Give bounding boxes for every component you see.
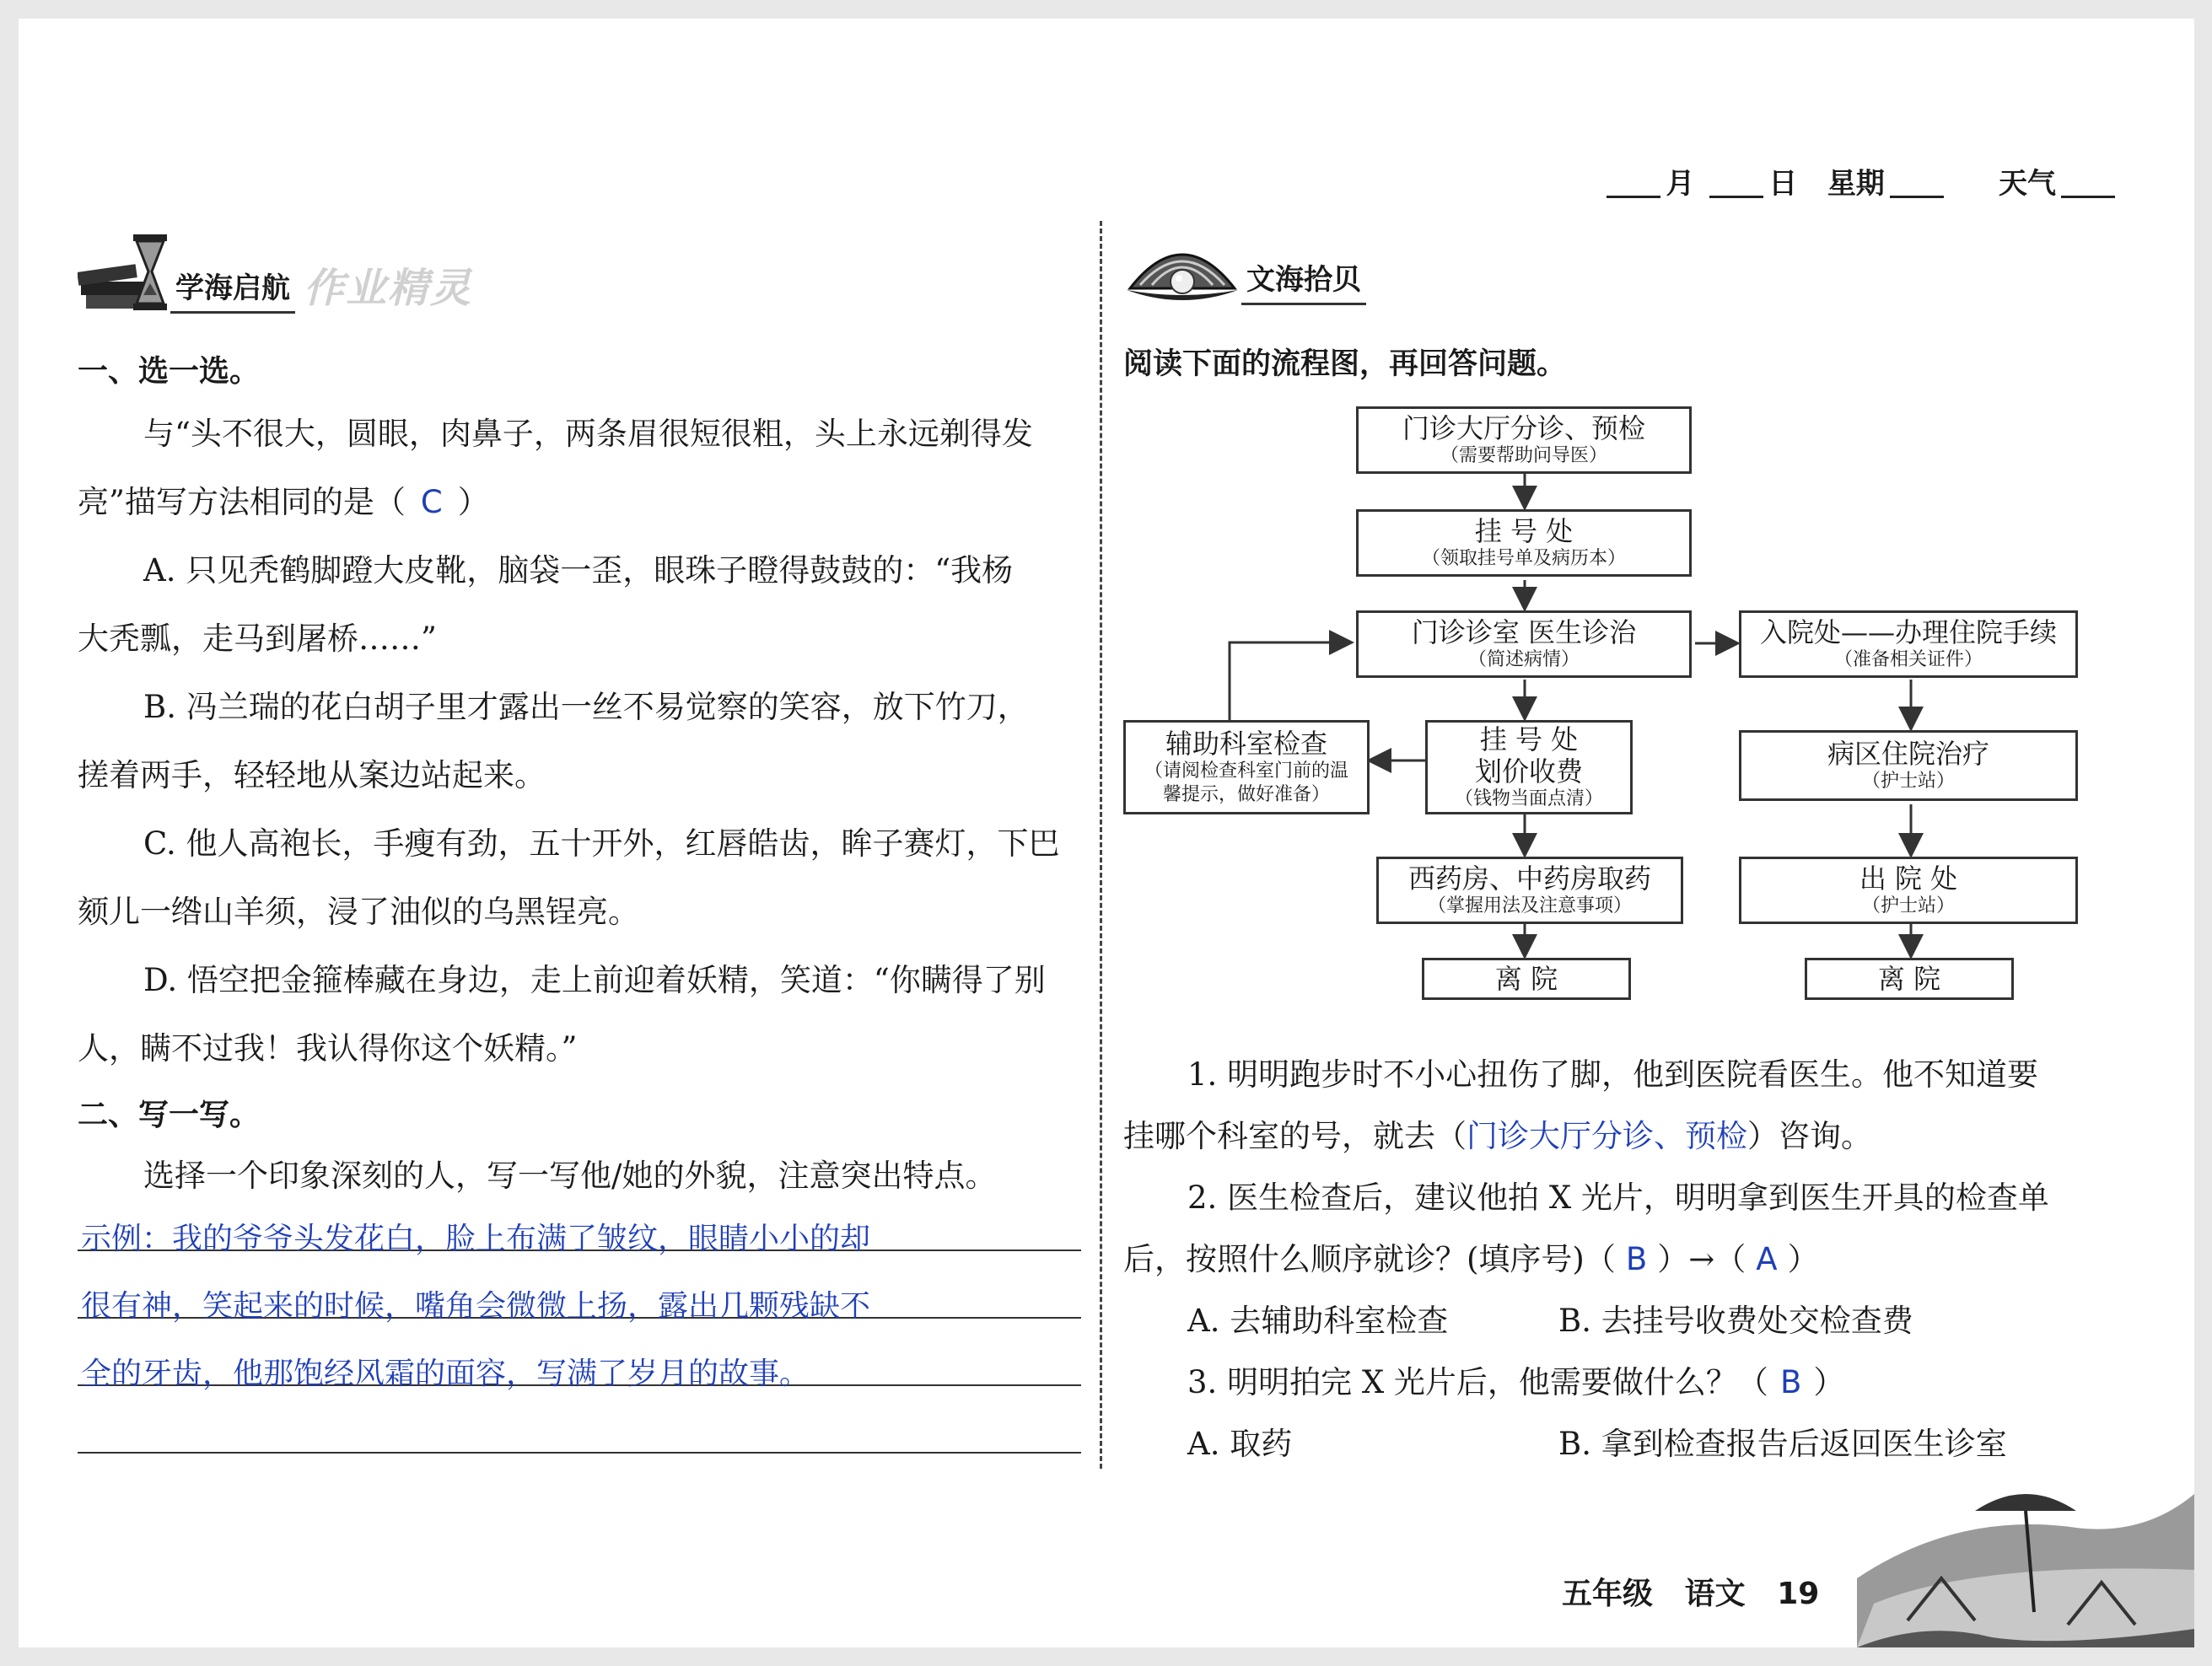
flow-box-main: 挂 号 处 (1479, 723, 1579, 755)
option-d-line2: 人，瞒不过我！我认得你这个妖精。” (78, 1030, 578, 1067)
flow-box-leave-left (1422, 958, 1631, 1000)
rq1-line1: 1. 明明跑步时不小心扭伤了脚，他到医院看医生。他不知道要 (1187, 1056, 2039, 1093)
right-section-title: 文海拾贝 (1241, 256, 1366, 305)
flow-box-registration (1356, 509, 1692, 577)
q2-answer-line1: 示例：我的爷爷头发花白，脸上布满了皱纹，眼睛小小的却 (81, 1222, 871, 1256)
reading-instruction: 阅读下面的流程图，再回答问题。 (1123, 347, 1567, 381)
rq3-line1 (1123, 1352, 2169, 1413)
rq3-option-a: A. 取药 (1187, 1426, 1293, 1462)
watermark: 作业精灵 (304, 265, 473, 312)
page-number: 19 (1777, 1577, 1820, 1611)
q1-stem-text: 亮”描写方法相同的是（ (78, 484, 406, 520)
flow-box-sub: 馨提示，做好准备） (1162, 784, 1330, 805)
flow-box-sub: （需要帮助问导医） (1440, 445, 1607, 466)
flow-box-ward-treatment (1739, 730, 2078, 801)
rq1-text: 挂哪个科室的号，就去（ (1123, 1118, 1467, 1154)
flow-box-auxiliary-exam (1123, 720, 1370, 814)
flow-box-main: 挂 号 处 (1474, 515, 1574, 547)
option-c-line1: C. 他人高袍长，手瘦有劲，五十开外，红唇皓齿，眸子赛灯，下巴 (143, 825, 1060, 862)
flow-box-billing (1425, 720, 1633, 814)
flow-box-main: 入院处——办理住院手续 (1759, 616, 2057, 648)
rq2-answer1[interactable]: B (1625, 1241, 1648, 1277)
rq3-text: 3. 明明拍完 X 光片后，他需要做什么？（ (1187, 1364, 1768, 1400)
rq2-answer2[interactable]: A (1756, 1241, 1778, 1277)
grade-label: 五年级 (1562, 1577, 1654, 1611)
flow-box-sub: （领取挂号单及病历本） (1421, 548, 1626, 569)
q2-answer-line2: 很有神，笑起来的时候，嘴角会微微上扬，露出几颗残缺不 (81, 1289, 871, 1324)
flow-box-main: 离 院 (1494, 963, 1558, 995)
q1-stem-line1: 与“头不很大，圆眼，肉鼻子，两条眉很短很粗，头上永远剃得发 (143, 416, 1033, 452)
flow-box-sub: （准备相关证件） (1833, 649, 1983, 670)
flow-box-sub: （护士站） (1861, 895, 1955, 916)
option-d-line1: D. 悟空把金箍棒藏在身边，走上前迎着妖精，笑道：“你瞒得了别 (143, 962, 1046, 998)
flow-box-main: 门诊大厅分诊、预检 (1402, 412, 1645, 444)
flow-box-main: 划价收费 (1474, 755, 1583, 787)
flow-box-main: 辅助科室检查 (1165, 728, 1327, 760)
q2-stem: 选择一个印象深刻的人，写一写他/她的外貌，注意突出特点。 (143, 1158, 997, 1194)
rq1-line2 (1123, 1105, 2169, 1167)
rq3-options (1123, 1413, 2169, 1475)
rq2-text: 后，按照什么顺序就诊？(填序号)（ (1123, 1241, 1616, 1277)
flow-box-sub: （掌握用法及注意事项） (1427, 895, 1632, 916)
rq2-arrow: ）→（ (1657, 1241, 1746, 1277)
rq2-option-b: B. 去挂号收费处交检查费 (1558, 1303, 1913, 1339)
weekday-label: 星期 (1827, 167, 1885, 201)
subject-label: 语文 (1684, 1577, 1746, 1611)
beach-scene-decoration (1857, 1477, 2194, 1647)
flow-box-triage (1356, 406, 1692, 474)
rq3-option-b: B. 拿到检查报告后返回医生诊室 (1558, 1426, 2007, 1462)
q1-stem-close: ） (457, 484, 489, 520)
rq2-line2 (1123, 1228, 2169, 1290)
rq1-close: ）咨询。 (1747, 1118, 1872, 1154)
option-c-line2: 颏儿一绺山羊须，浸了油似的乌黑锃亮。 (78, 894, 639, 930)
flow-box-main: 离 院 (1877, 963, 1941, 995)
flow-box-sub: （简述病情） (1467, 649, 1580, 670)
q2-heading: 二、写一写。 (78, 1098, 261, 1132)
flow-box-sub: （请阅检查科室门前的温 (1144, 760, 1348, 782)
day-label: 日 (1768, 167, 1798, 201)
rq2-close: ） (1787, 1241, 1819, 1277)
option-a-line2: 大秃瓢，走马到屠桥……” (78, 621, 437, 657)
left-section-title: 学海启航 (170, 265, 295, 314)
reading-questions (1123, 1044, 2169, 1475)
q2-answer-line3: 全的牙齿，他那饱经风霜的面容，写满了岁月的故事。 (81, 1357, 810, 1391)
option-b-line1: B. 冯兰瑞的花白胡子里才露出一丝不易觉察的笑容，放下竹刀， (143, 689, 1029, 725)
option-a-line1: A. 只见秃鹤脚蹬大皮靴，脑袋一歪，眼珠子瞪得鼓鼓的：“我杨 (143, 552, 1014, 588)
flow-box-sub: （钱物当面点清） (1454, 788, 1603, 809)
workbook-page (19, 19, 2194, 1647)
rq1-answer[interactable]: 门诊大厅分诊、预检 (1467, 1118, 1747, 1154)
flow-box-main: 西药房、中药房取药 (1407, 863, 1651, 895)
flow-box-admission (1739, 610, 2078, 678)
weather-label: 天气 (1999, 167, 2056, 201)
flow-box-main: 出 院 处 (1859, 863, 1958, 895)
flow-box-leave-right (1805, 958, 2014, 1000)
q1-answer[interactable]: C (420, 484, 443, 520)
rq3-close: ） (1813, 1364, 1845, 1400)
flow-box-discharge (1739, 857, 2078, 924)
flow-box-pharmacy (1376, 857, 1683, 924)
q1-heading: 一、选一选。 (78, 354, 261, 389)
rq2-option-a: A. 去辅助科室检查 (1187, 1303, 1449, 1339)
month-label: 月 (1666, 167, 1695, 201)
flow-box-main: 病区住院治疗 (1827, 738, 1989, 770)
option-b-line2: 搓着两手，轻轻地从案边站起来。 (78, 757, 546, 793)
page-footer (1562, 1570, 1819, 1613)
flow-box-consultation (1356, 610, 1692, 678)
flow-box-main: 门诊诊室 医生诊治 (1411, 616, 1637, 648)
rq2-line1: 2. 医生检查后，建议他拍 X 光片，明明拿到医生开具的检查单 (1187, 1180, 2049, 1216)
rq2-options (1123, 1290, 2169, 1352)
rq3-answer[interactable]: B (1779, 1364, 1802, 1400)
flow-box-sub: （护士站） (1861, 771, 1955, 792)
